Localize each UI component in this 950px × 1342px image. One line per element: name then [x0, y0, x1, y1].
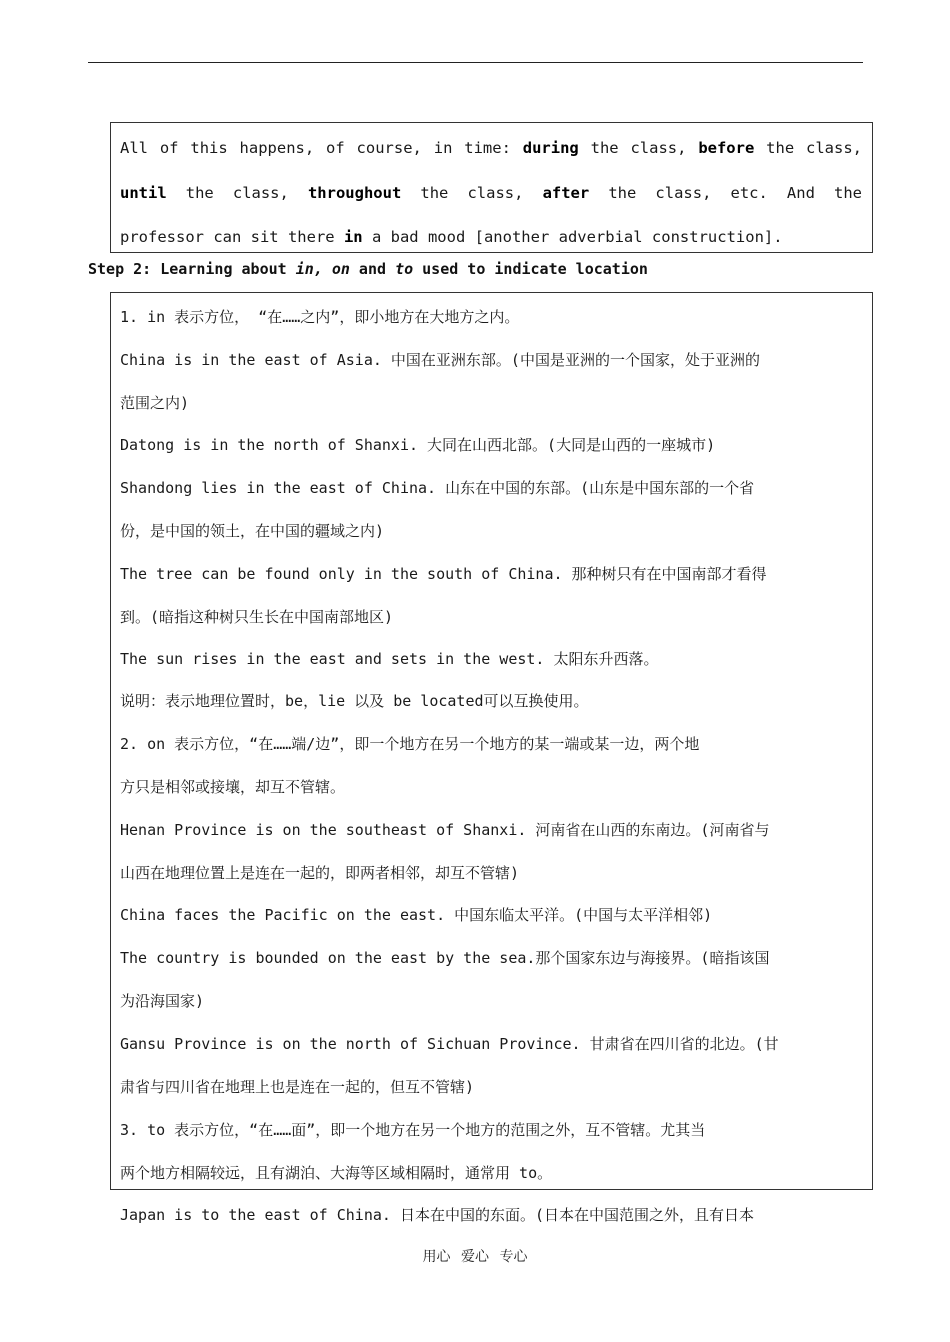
note-line: The country is bounded on the east by the sea.那个国家东边与海接界。(暗指该国: [120, 949, 770, 967]
note-line: Japan is to the east of China. 日本在中国的东面。(日本在中国范围之外，且有日本: [120, 1206, 754, 1224]
note-line: 肃省与四川省在地理上也是连在一起的，但互不管辖): [120, 1078, 475, 1096]
note-line: 为沿海国家): [120, 992, 205, 1010]
box1-line-3: professor can sit there in a bad mood [another adverbial construction].: [120, 228, 783, 246]
note-line: 方只是相邻或接壤，却互不管辖。: [120, 778, 346, 796]
note-line: 2. on 表示方位，“在……端/边”，即一个地方在另一个地方的某一端或某一边，两个地: [120, 735, 700, 753]
step-2-heading: Step 2: Learning about in, on and to used to indicate location: [88, 260, 648, 278]
note-line: 说明：表示地理位置时，be，lie 以及 be located可以互换使用。: [120, 692, 589, 710]
location-notes-box: [110, 292, 873, 1224]
note-line: 山西在地理位置上是连在一起的，即两者相邻，却互不管辖): [120, 864, 520, 882]
note-line: Gansu Province is on the north of Sichuan Province. 甘肃省在四川省的北边。(甘: [120, 1035, 779, 1053]
adverbial-example-box: [110, 122, 873, 253]
note-line: 份，是中国的领土，在中国的疆域之内): [120, 522, 385, 540]
note-line: The sun rises in the east and sets in the west. 太阳东升西落。: [120, 650, 659, 668]
note-line: China faces the Pacific on the east. 中国东临太平洋。(中国与太平洋相邻): [120, 906, 713, 924]
note-line: 1. in 表示方位， “在……之内”，即小地方在大地方之内。: [120, 308, 520, 326]
box1-line-1: All of this happens, of course, in time: during the class, before the class,: [120, 139, 863, 157]
box1-line-2: until the class, throughout the class, after the class, etc. And the: [120, 183, 863, 202]
note-line: The tree can be found only in the south of China. 那种树只有在中国南部才看得: [120, 565, 767, 583]
note-line: 范围之内): [120, 394, 190, 412]
note-line: China is in the east of Asia. 中国在亚洲东部。(中国是亚洲的一个国家，处于亚洲的: [120, 351, 760, 369]
page-footer: 用心 爱心 专心: [422, 1249, 528, 1265]
note-line: 两个地方相隔较远，且有湖泊、大海等区域相隔时，通常用 to。: [120, 1164, 553, 1182]
note-line: 到。(暗指这种树只生长在中国南部地区): [120, 608, 394, 626]
note-line: Datong is in the north of Shanxi. 大同在山西北部。(大同是山西的一座城市): [120, 436, 716, 454]
note-line: Shandong lies in the east of China. 山东在中国的东部。(山东是中国东部的一个省: [120, 479, 755, 497]
note-line: Henan Province is on the southeast of Shanxi. 河南省在山西的东南边。(河南省与: [120, 821, 770, 839]
header-rule: [88, 62, 863, 63]
note-line: 3. to 表示方位，“在……面”，即一个地方在另一个地方的范围之外，互不管辖。尤其当: [120, 1121, 706, 1139]
